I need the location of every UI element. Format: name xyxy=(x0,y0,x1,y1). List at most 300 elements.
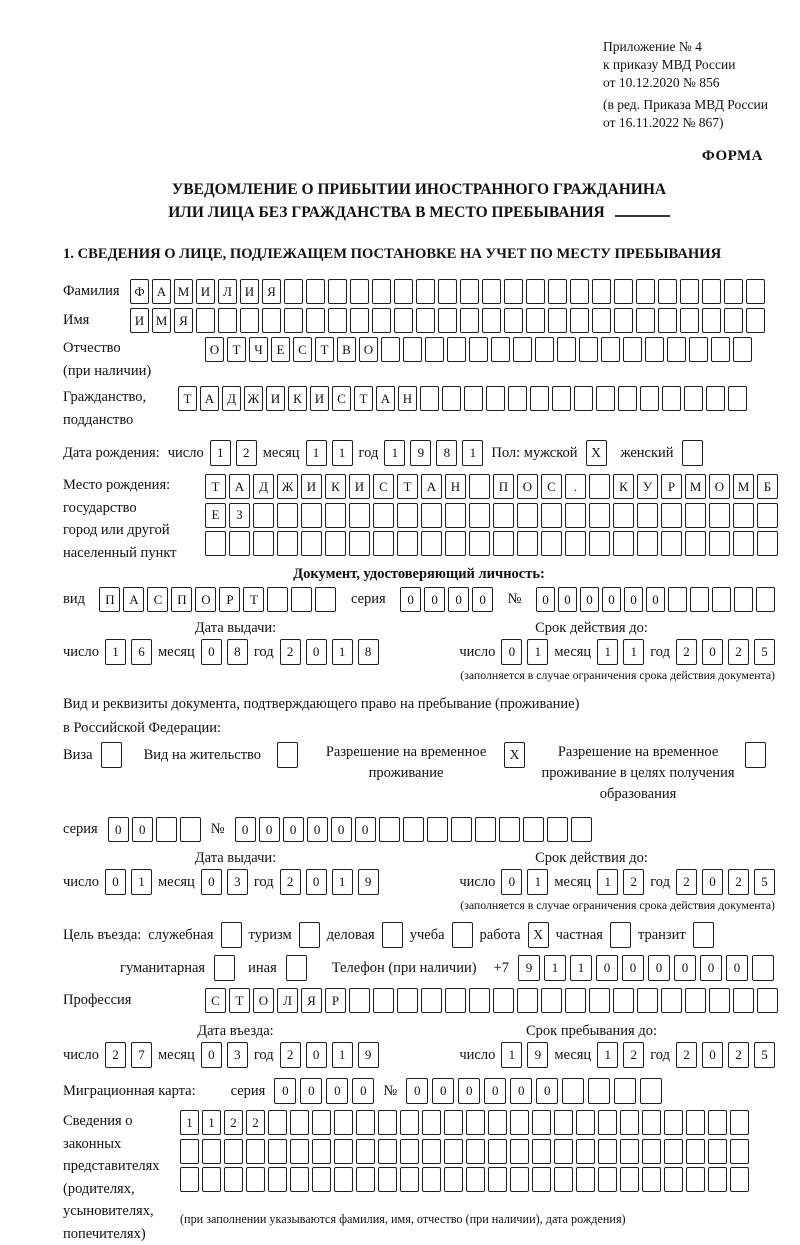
form-cell[interactable] xyxy=(614,308,633,333)
form-cell[interactable] xyxy=(349,531,370,556)
form-cell[interactable] xyxy=(658,308,677,333)
form-cell[interactable]: Т xyxy=(178,386,197,411)
form-cell[interactable] xyxy=(425,337,444,362)
form-cell[interactable] xyxy=(451,817,472,842)
form-cell[interactable] xyxy=(156,817,177,842)
form-cell[interactable] xyxy=(312,1110,331,1135)
form-cell[interactable]: 1 xyxy=(306,440,327,466)
form-cell[interactable] xyxy=(328,308,347,333)
form-cell[interactable] xyxy=(422,1139,441,1164)
form-cell[interactable] xyxy=(532,1110,551,1135)
form-cell[interactable]: 1 xyxy=(202,1110,221,1135)
form-cell[interactable]: Т xyxy=(205,474,226,499)
form-cell[interactable] xyxy=(475,817,496,842)
form-cell[interactable]: В xyxy=(337,337,356,362)
form-cell[interactable] xyxy=(488,1110,507,1135)
form-cell[interactable]: Ч xyxy=(249,337,268,362)
form-cell[interactable]: М xyxy=(152,308,171,333)
form-cell[interactable]: 0 xyxy=(326,1078,348,1104)
form-cell[interactable] xyxy=(403,337,422,362)
form-cell[interactable] xyxy=(510,1167,529,1192)
form-cell[interactable] xyxy=(422,1167,441,1192)
form-cell[interactable]: 1 xyxy=(332,869,353,895)
form-cell[interactable]: И xyxy=(310,386,329,411)
form-cell[interactable]: 0 xyxy=(602,587,621,612)
form-cell[interactable] xyxy=(711,337,730,362)
form-cell[interactable] xyxy=(661,988,682,1013)
form-cell[interactable] xyxy=(589,531,610,556)
form-cell[interactable]: А xyxy=(376,386,395,411)
form-cell[interactable]: Т xyxy=(243,587,264,612)
purpose-humanitarian-checkbox[interactable] xyxy=(214,955,235,981)
form-cell[interactable]: 0 xyxy=(201,869,222,895)
form-cell[interactable] xyxy=(397,531,418,556)
form-cell[interactable] xyxy=(623,337,642,362)
form-cell[interactable] xyxy=(571,817,592,842)
form-cell[interactable] xyxy=(661,503,682,528)
form-cell[interactable]: З xyxy=(229,503,250,528)
form-cell[interactable] xyxy=(444,1139,463,1164)
form-cell[interactable]: 5 xyxy=(754,1042,775,1068)
form-cell[interactable] xyxy=(350,279,369,304)
form-cell[interactable] xyxy=(349,988,370,1013)
form-cell[interactable]: 7 xyxy=(131,1042,152,1068)
form-cell[interactable] xyxy=(290,1110,309,1135)
form-cell[interactable]: А xyxy=(200,386,219,411)
form-cell[interactable]: 1 xyxy=(332,440,353,466)
form-cell[interactable] xyxy=(757,531,778,556)
form-cell[interactable]: 0 xyxy=(702,1042,723,1068)
form-cell[interactable] xyxy=(421,503,442,528)
form-cell[interactable] xyxy=(493,531,514,556)
form-cell[interactable]: 1 xyxy=(597,1042,618,1068)
form-cell[interactable]: 2 xyxy=(728,869,749,895)
form-cell[interactable]: 0 xyxy=(201,1042,222,1068)
form-cell[interactable]: 0 xyxy=(580,587,599,612)
form-cell[interactable] xyxy=(733,337,752,362)
form-cell[interactable] xyxy=(548,279,567,304)
form-cell[interactable] xyxy=(517,531,538,556)
form-cell[interactable] xyxy=(504,279,523,304)
form-cell[interactable] xyxy=(438,308,457,333)
form-cell[interactable] xyxy=(589,503,610,528)
form-cell[interactable]: О xyxy=(195,587,216,612)
form-cell[interactable]: 0 xyxy=(306,869,327,895)
form-cell[interactable] xyxy=(482,279,501,304)
form-cell[interactable] xyxy=(532,1167,551,1192)
form-cell[interactable]: 1 xyxy=(462,440,483,466)
form-cell[interactable] xyxy=(290,1167,309,1192)
form-cell[interactable]: Я xyxy=(301,988,322,1013)
form-cell[interactable]: О xyxy=(205,337,224,362)
form-cell[interactable]: 0 xyxy=(700,955,722,981)
form-cell[interactable] xyxy=(205,531,226,556)
form-cell[interactable] xyxy=(306,308,325,333)
form-cell[interactable] xyxy=(262,308,281,333)
form-cell[interactable] xyxy=(315,587,336,612)
form-cell[interactable]: П xyxy=(171,587,192,612)
form-cell[interactable] xyxy=(356,1110,375,1135)
form-cell[interactable] xyxy=(746,308,765,333)
form-cell[interactable] xyxy=(350,308,369,333)
form-cell[interactable] xyxy=(757,503,778,528)
form-cell[interactable]: 1 xyxy=(180,1110,199,1135)
form-cell[interactable] xyxy=(596,386,615,411)
form-cell[interactable] xyxy=(668,587,687,612)
purpose-transit-checkbox[interactable] xyxy=(693,922,714,948)
form-cell[interactable] xyxy=(708,1110,727,1135)
form-cell[interactable]: 0 xyxy=(406,1078,428,1104)
form-cell[interactable] xyxy=(464,386,483,411)
form-cell[interactable]: 9 xyxy=(410,440,431,466)
form-cell[interactable] xyxy=(356,1139,375,1164)
form-cell[interactable] xyxy=(301,503,322,528)
form-cell[interactable]: 2 xyxy=(676,1042,697,1068)
form-cell[interactable]: Е xyxy=(271,337,290,362)
form-cell[interactable] xyxy=(756,587,775,612)
form-cell[interactable]: Т xyxy=(397,474,418,499)
form-cell[interactable] xyxy=(552,386,571,411)
form-cell[interactable] xyxy=(422,1110,441,1135)
form-cell[interactable]: 2 xyxy=(676,869,697,895)
form-cell[interactable] xyxy=(180,1167,199,1192)
form-cell[interactable] xyxy=(394,279,413,304)
form-cell[interactable] xyxy=(246,1167,265,1192)
form-cell[interactable] xyxy=(637,531,658,556)
form-cell[interactable] xyxy=(510,1110,529,1135)
form-cell[interactable]: 0 xyxy=(331,817,352,842)
form-cell[interactable]: И xyxy=(196,279,215,304)
form-cell[interactable]: 1 xyxy=(597,869,618,895)
form-cell[interactable]: Ж xyxy=(244,386,263,411)
form-cell[interactable] xyxy=(730,1110,749,1135)
form-cell[interactable]: 1 xyxy=(597,639,618,665)
form-cell[interactable]: Т xyxy=(315,337,334,362)
form-cell[interactable] xyxy=(664,1110,683,1135)
form-cell[interactable]: У xyxy=(637,474,658,499)
form-cell[interactable] xyxy=(734,587,753,612)
form-cell[interactable] xyxy=(381,337,400,362)
residence-checkbox[interactable] xyxy=(277,742,298,768)
form-cell[interactable] xyxy=(709,988,730,1013)
form-cell[interactable] xyxy=(427,817,448,842)
form-cell[interactable]: 2 xyxy=(105,1042,126,1068)
form-cell[interactable]: Л xyxy=(277,988,298,1013)
form-cell[interactable] xyxy=(466,1139,485,1164)
form-cell[interactable]: 1 xyxy=(527,639,548,665)
form-cell[interactable] xyxy=(445,531,466,556)
form-cell[interactable] xyxy=(268,1110,287,1135)
form-cell[interactable]: 1 xyxy=(544,955,566,981)
form-cell[interactable]: 3 xyxy=(227,1042,248,1068)
form-cell[interactable]: 1 xyxy=(131,869,152,895)
form-cell[interactable]: 9 xyxy=(358,1042,379,1068)
form-cell[interactable] xyxy=(378,1167,397,1192)
form-cell[interactable] xyxy=(554,1167,573,1192)
form-cell[interactable] xyxy=(709,531,730,556)
form-cell[interactable]: А xyxy=(421,474,442,499)
form-cell[interactable] xyxy=(486,386,505,411)
form-cell[interactable] xyxy=(685,503,706,528)
form-cell[interactable] xyxy=(508,386,527,411)
form-cell[interactable] xyxy=(642,1139,661,1164)
form-cell[interactable]: Д xyxy=(222,386,241,411)
form-cell[interactable] xyxy=(684,386,703,411)
form-cell[interactable]: 0 xyxy=(235,817,256,842)
form-cell[interactable] xyxy=(202,1139,221,1164)
form-cell[interactable] xyxy=(562,1078,584,1104)
form-cell[interactable] xyxy=(268,1167,287,1192)
temp-residence-checkbox[interactable]: X xyxy=(504,742,525,768)
form-cell[interactable]: 0 xyxy=(484,1078,506,1104)
form-cell[interactable]: 9 xyxy=(358,869,379,895)
form-cell[interactable] xyxy=(517,988,538,1013)
form-cell[interactable] xyxy=(661,531,682,556)
form-cell[interactable]: 0 xyxy=(432,1078,454,1104)
form-cell[interactable] xyxy=(548,308,567,333)
form-cell[interactable] xyxy=(690,587,709,612)
form-cell[interactable] xyxy=(535,337,554,362)
form-cell[interactable] xyxy=(246,1139,265,1164)
form-cell[interactable]: 0 xyxy=(646,587,665,612)
form-cell[interactable] xyxy=(557,337,576,362)
form-cell[interactable] xyxy=(397,988,418,1013)
form-cell[interactable]: 1 xyxy=(210,440,231,466)
form-cell[interactable]: 0 xyxy=(132,817,153,842)
purpose-private-checkbox[interactable] xyxy=(610,922,631,948)
form-cell[interactable] xyxy=(334,1167,353,1192)
form-cell[interactable] xyxy=(416,279,435,304)
form-cell[interactable] xyxy=(284,279,303,304)
form-cell[interactable] xyxy=(640,386,659,411)
form-cell[interactable] xyxy=(598,1110,617,1135)
form-cell[interactable]: Р xyxy=(325,988,346,1013)
form-cell[interactable] xyxy=(372,308,391,333)
form-cell[interactable] xyxy=(636,308,655,333)
form-cell[interactable]: 1 xyxy=(105,639,126,665)
form-cell[interactable]: П xyxy=(99,587,120,612)
form-cell[interactable] xyxy=(680,279,699,304)
form-cell[interactable] xyxy=(517,503,538,528)
form-cell[interactable] xyxy=(757,988,778,1013)
form-cell[interactable] xyxy=(445,988,466,1013)
form-cell[interactable] xyxy=(466,1167,485,1192)
form-cell[interactable] xyxy=(592,308,611,333)
form-cell[interactable] xyxy=(689,337,708,362)
form-cell[interactable] xyxy=(373,503,394,528)
form-cell[interactable] xyxy=(372,279,391,304)
form-cell[interactable]: О xyxy=(253,988,274,1013)
form-cell[interactable]: 1 xyxy=(570,955,592,981)
form-cell[interactable] xyxy=(620,1110,639,1135)
form-cell[interactable] xyxy=(277,531,298,556)
sex-female-checkbox[interactable] xyxy=(682,440,703,466)
form-cell[interactable] xyxy=(752,955,774,981)
form-cell[interactable]: 2 xyxy=(246,1110,265,1135)
form-cell[interactable] xyxy=(349,503,370,528)
form-cell[interactable] xyxy=(686,1110,705,1135)
form-cell[interactable]: 0 xyxy=(306,1042,327,1068)
form-cell[interactable] xyxy=(702,308,721,333)
form-cell[interactable]: 0 xyxy=(274,1078,296,1104)
form-cell[interactable] xyxy=(445,503,466,528)
form-cell[interactable]: 0 xyxy=(458,1078,480,1104)
form-cell[interactable] xyxy=(601,337,620,362)
form-cell[interactable] xyxy=(730,1167,749,1192)
form-cell[interactable]: И xyxy=(240,279,259,304)
form-cell[interactable] xyxy=(667,337,686,362)
form-cell[interactable] xyxy=(460,279,479,304)
form-cell[interactable] xyxy=(267,587,288,612)
form-cell[interactable]: 0 xyxy=(702,869,723,895)
form-cell[interactable] xyxy=(466,1110,485,1135)
form-cell[interactable] xyxy=(493,503,514,528)
form-cell[interactable] xyxy=(613,531,634,556)
form-cell[interactable]: А xyxy=(152,279,171,304)
form-cell[interactable] xyxy=(334,1110,353,1135)
form-cell[interactable] xyxy=(334,1139,353,1164)
form-cell[interactable] xyxy=(180,1139,199,1164)
form-cell[interactable] xyxy=(570,308,589,333)
form-cell[interactable] xyxy=(373,988,394,1013)
form-cell[interactable]: 6 xyxy=(131,639,152,665)
form-cell[interactable] xyxy=(733,531,754,556)
form-cell[interactable] xyxy=(400,1167,419,1192)
form-cell[interactable] xyxy=(592,279,611,304)
form-cell[interactable] xyxy=(728,386,747,411)
form-cell[interactable]: С xyxy=(541,474,562,499)
form-cell[interactable] xyxy=(664,1167,683,1192)
form-cell[interactable]: 0 xyxy=(501,869,522,895)
form-cell[interactable] xyxy=(394,308,413,333)
form-cell[interactable] xyxy=(620,1167,639,1192)
form-cell[interactable]: И xyxy=(266,386,285,411)
form-cell[interactable]: 2 xyxy=(623,1042,644,1068)
form-cell[interactable] xyxy=(620,1139,639,1164)
form-cell[interactable] xyxy=(469,988,490,1013)
form-cell[interactable] xyxy=(397,503,418,528)
form-cell[interactable] xyxy=(613,988,634,1013)
form-cell[interactable]: М xyxy=(733,474,754,499)
form-cell[interactable] xyxy=(662,386,681,411)
form-cell[interactable]: 2 xyxy=(728,639,749,665)
form-cell[interactable] xyxy=(708,1167,727,1192)
form-cell[interactable] xyxy=(510,1139,529,1164)
form-cell[interactable] xyxy=(400,1139,419,1164)
form-cell[interactable] xyxy=(702,279,721,304)
form-cell[interactable]: 5 xyxy=(754,869,775,895)
form-cell[interactable]: П xyxy=(493,474,514,499)
purpose-business-checkbox[interactable] xyxy=(382,922,403,948)
form-cell[interactable] xyxy=(636,279,655,304)
form-cell[interactable] xyxy=(444,1167,463,1192)
form-cell[interactable] xyxy=(733,988,754,1013)
form-cell[interactable] xyxy=(712,587,731,612)
form-cell[interactable]: 1 xyxy=(332,1042,353,1068)
form-cell[interactable] xyxy=(447,337,466,362)
form-cell[interactable]: 2 xyxy=(728,1042,749,1068)
form-cell[interactable]: 0 xyxy=(536,1078,558,1104)
form-cell[interactable] xyxy=(706,386,725,411)
form-cell[interactable]: К xyxy=(288,386,307,411)
form-cell[interactable]: 0 xyxy=(558,587,577,612)
form-cell[interactable]: 1 xyxy=(332,639,353,665)
form-cell[interactable] xyxy=(530,386,549,411)
form-cell[interactable]: С xyxy=(147,587,168,612)
form-cell[interactable] xyxy=(733,503,754,528)
form-cell[interactable] xyxy=(526,279,545,304)
purpose-study-checkbox[interactable] xyxy=(452,922,473,948)
form-cell[interactable] xyxy=(554,1110,573,1135)
form-cell[interactable] xyxy=(420,386,439,411)
form-cell[interactable] xyxy=(253,503,274,528)
form-cell[interactable]: 0 xyxy=(400,587,421,612)
purpose-work-checkbox[interactable]: X xyxy=(528,922,549,948)
form-cell[interactable] xyxy=(325,503,346,528)
form-cell[interactable] xyxy=(306,279,325,304)
form-cell[interactable]: Л xyxy=(218,279,237,304)
form-cell[interactable]: 0 xyxy=(536,587,555,612)
form-cell[interactable] xyxy=(403,817,424,842)
form-cell[interactable] xyxy=(421,531,442,556)
form-cell[interactable] xyxy=(488,1139,507,1164)
form-cell[interactable]: 1 xyxy=(527,869,548,895)
form-cell[interactable] xyxy=(618,386,637,411)
form-cell[interactable] xyxy=(325,531,346,556)
form-cell[interactable] xyxy=(224,1167,243,1192)
form-cell[interactable]: С xyxy=(332,386,351,411)
form-cell[interactable] xyxy=(378,1110,397,1135)
form-cell[interactable]: 1 xyxy=(384,440,405,466)
form-cell[interactable]: К xyxy=(613,474,634,499)
form-cell[interactable]: С xyxy=(293,337,312,362)
form-cell[interactable]: 1 xyxy=(501,1042,522,1068)
form-cell[interactable] xyxy=(301,531,322,556)
form-cell[interactable]: 0 xyxy=(355,817,376,842)
form-cell[interactable] xyxy=(565,503,586,528)
form-cell[interactable] xyxy=(685,531,706,556)
form-cell[interactable]: Б xyxy=(757,474,778,499)
form-cell[interactable]: Н xyxy=(398,386,417,411)
form-cell[interactable]: Р xyxy=(661,474,682,499)
form-cell[interactable]: 0 xyxy=(201,639,222,665)
form-cell[interactable] xyxy=(421,988,442,1013)
form-cell[interactable]: 0 xyxy=(283,817,304,842)
form-cell[interactable] xyxy=(523,817,544,842)
form-cell[interactable]: Р xyxy=(219,587,240,612)
form-cell[interactable]: 0 xyxy=(648,955,670,981)
form-cell[interactable]: 0 xyxy=(624,587,643,612)
visa-checkbox[interactable] xyxy=(101,742,122,768)
purpose-tourism-checkbox[interactable] xyxy=(299,922,320,948)
form-cell[interactable]: 1 xyxy=(623,639,644,665)
form-cell[interactable]: 0 xyxy=(674,955,696,981)
form-cell[interactable] xyxy=(640,1078,662,1104)
form-cell[interactable]: 2 xyxy=(280,869,301,895)
form-cell[interactable]: 0 xyxy=(306,639,327,665)
form-cell[interactable] xyxy=(664,1139,683,1164)
form-cell[interactable] xyxy=(438,279,457,304)
form-cell[interactable]: И xyxy=(301,474,322,499)
form-cell[interactable] xyxy=(570,279,589,304)
form-cell[interactable] xyxy=(686,1167,705,1192)
sex-male-checkbox[interactable]: X xyxy=(586,440,607,466)
form-cell[interactable] xyxy=(291,587,312,612)
form-cell[interactable] xyxy=(290,1139,309,1164)
form-cell[interactable] xyxy=(541,531,562,556)
form-cell[interactable] xyxy=(499,817,520,842)
form-cell[interactable] xyxy=(746,279,765,304)
